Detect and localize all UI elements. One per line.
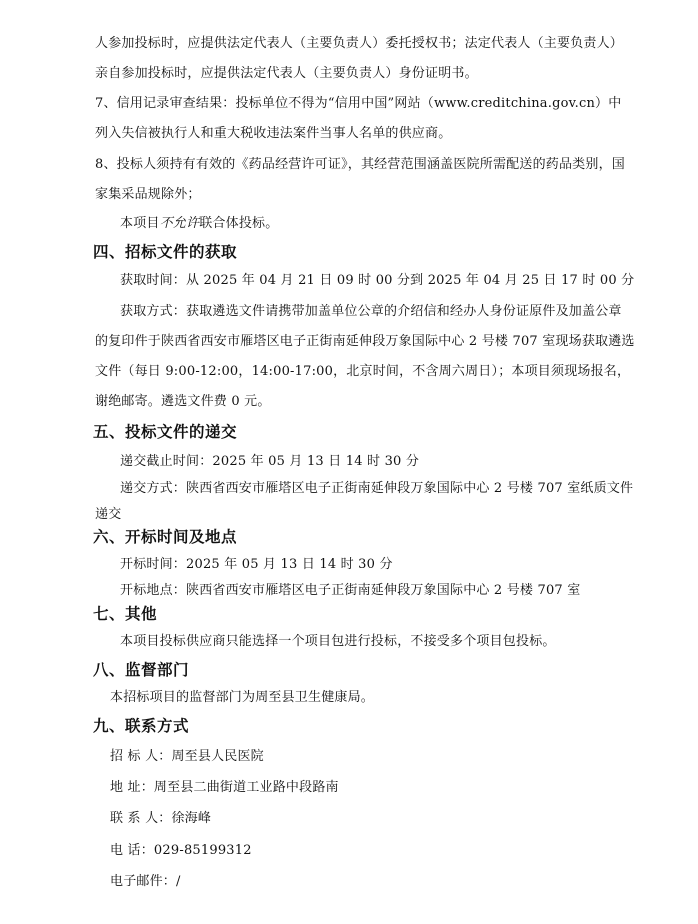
acquire-time: 获取时间：从 2025 年 04 月 21 日 09 时 00 分到 2025 年 04 月 25 日 17 时 00 分 [120,273,635,288]
consortium-prefix: 本项目 [120,216,160,231]
section-heading-8: 八、监督部门 [93,661,190,679]
consortium-line [120,216,278,232]
consortium-suffix: 联合体投标。 [199,216,279,231]
contact-email: 电子邮件：/ [110,874,181,889]
section-heading-9: 九、联系方式 [93,717,190,735]
submit-method-line: 递交方式：陕西省西安市雁塔区电子正街南延伸段万象国际中心 2 号楼 707 室纸质文件 [120,481,634,496]
consortium-not-allowed: 不允许 [159,216,200,231]
section-heading-7: 七、其他 [93,605,158,623]
section-heading-5: 五、投标文件的递交 [93,423,238,441]
other-text: 本项目投标供应商只能选择一个项目包进行投标，不接受多个项目包投标。 [120,634,556,649]
contact-tenderer: 招 标 人：周至县人民医院 [110,749,264,764]
opening-place: 开标地点：陕西省西安市雁塔区电子正街南延伸段万象国际中心 2 号楼 707 室 [120,583,581,598]
body-line: 人参加投标时，应提供法定代表人（主要负责人）委托授权书；法定代表人（主要负责人） [95,36,624,51]
acquire-method-line: 获取方式：获取遴选文件请携带加盖单位公章的介绍信和经办人身份证原件及加盖公章 [120,304,622,319]
supervision-text: 本招标项目的监督部门为周至县卫生健康局。 [110,690,375,705]
body-line: 列入失信被执行人和重大税收违法案件当事人名单的供应商。 [95,126,452,141]
acquire-method-line: 文件（每日 9:00-12:00，14:00-17:00，北京时间，不含周六周日）；本项目须现场报名， [95,364,631,379]
acquire-method-line: 的复印件于陕西省西安市雁塔区电子正街南延伸段万象国际中心 2 号楼 707 室现场获取遴选 [95,334,635,349]
section-heading-4: 四、招标文件的获取 [93,243,238,261]
contact-phone: 电 话：029-85199312 [110,843,252,858]
acquire-method-line: 谢绝邮寄。遴选文件费 0 元。 [95,394,271,409]
opening-time: 开标时间：2025 年 05 月 13 日 14 时 30 分 [120,557,393,572]
contact-address: 地 址：周至县二曲街道工业路中段路南 [110,780,339,795]
section-heading-6: 六、开标时间及地点 [93,528,238,546]
body-line: 亲自参加投标时，应提供法定代表人（主要负责人）身份证明书。 [95,66,478,81]
body-line: 8、投标人须持有有效的《药品经营许可证》，其经营范围涵盖医院所需配送的药品类别，国 [95,157,625,172]
submit-method-line: 递交 [95,507,122,522]
submit-deadline: 递交截止时间：2025 年 05 月 13 日 14 时 30 分 [120,454,420,469]
body-line: 7、信用记录审查结果：投标单位不得为“信用中国”网站（www.creditchina.gov.cn）中 [95,96,622,111]
body-line: 家集采品规除外； [95,187,201,202]
contact-person: 联 系 人：徐海峰 [110,811,212,826]
